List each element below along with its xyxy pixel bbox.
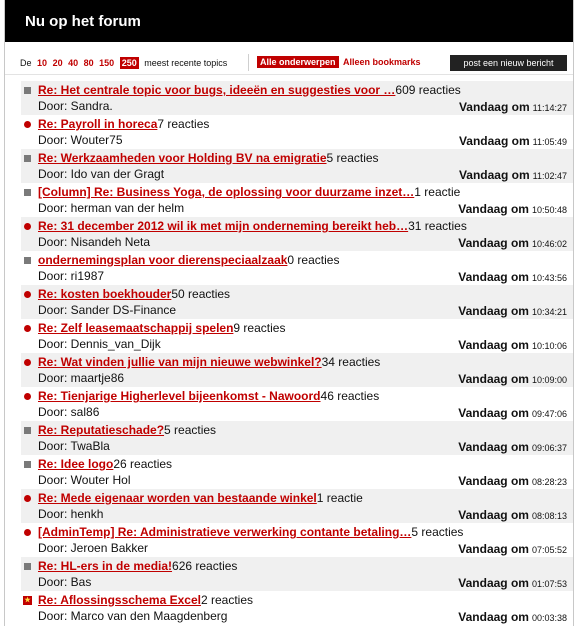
day-label: Vandaag om	[458, 236, 529, 250]
reply-count: 0 reacties	[287, 253, 340, 267]
day-label: Vandaag om	[458, 372, 529, 386]
topic-heading	[38, 525, 463, 539]
topic-list	[21, 81, 573, 625]
topic-timestamp	[458, 338, 567, 352]
topic-row	[21, 455, 573, 489]
topic-title-link[interactable]: Re: Tienjarige Higherlevel bijeenkomst - Nawoord	[38, 389, 321, 403]
topic-author: Door: herman van der helm	[38, 201, 185, 215]
reply-count: 609 reacties	[395, 83, 461, 97]
topic-heading	[38, 83, 461, 97]
time-value: 10:46:02	[531, 239, 567, 249]
topic-title-link[interactable]: Re: kosten boekhouder	[38, 287, 172, 301]
unread-dot-icon	[24, 495, 31, 502]
time-value: 01:07:53	[531, 579, 567, 589]
topic-row	[21, 81, 573, 115]
read-square-icon	[24, 427, 31, 434]
topic-heading	[38, 559, 237, 573]
topic-author: Door: Bas	[38, 575, 92, 589]
reply-count: 1 reactie	[414, 185, 461, 199]
topic-timestamp	[458, 406, 567, 420]
topic-timestamp	[458, 576, 567, 590]
topic-title-link[interactable]: Re: Werkzaamheden voor Holding BV na emigratie	[38, 151, 327, 165]
reply-count: 46 reacties	[320, 389, 380, 403]
reply-count: 5 reacties	[411, 525, 464, 539]
read-square-icon	[24, 87, 31, 94]
topic-title-link[interactable]: [Column] Re: Business Yoga, de oplossing voor duurzame inzet…	[38, 185, 415, 199]
widget-header	[5, 0, 573, 42]
topic-heading	[38, 355, 380, 369]
unread-dot-icon	[24, 529, 31, 536]
topic-row	[21, 421, 573, 455]
topic-row	[21, 489, 573, 523]
read-square-icon	[24, 155, 31, 162]
time-value: 11:14:27	[532, 103, 567, 113]
day-label: Vandaag om	[458, 474, 529, 488]
topic-title-link[interactable]: Re: Reputatieschade?	[38, 423, 165, 437]
topic-timestamp	[459, 134, 567, 148]
unread-dot-icon	[24, 223, 31, 230]
time-value: 10:34:21	[531, 307, 567, 317]
time-value: 09:47:06	[531, 409, 567, 419]
day-label: Vandaag om	[458, 576, 529, 590]
topic-author: Door: Sander DS-Finance	[38, 303, 177, 317]
count-option-150[interactable]: 150	[99, 58, 115, 68]
topic-row	[21, 251, 573, 285]
topic-row	[21, 387, 573, 421]
topic-heading	[38, 287, 230, 301]
topic-heading	[38, 491, 363, 505]
time-value: 08:08:13	[531, 511, 567, 521]
topic-heading	[38, 457, 172, 471]
time-value: 10:43:56	[531, 273, 567, 283]
day-label: Vandaag om	[458, 542, 529, 556]
topic-heading	[38, 423, 216, 437]
topic-author: Door: Ido van der Gragt	[38, 167, 165, 181]
day-label: Vandaag om	[458, 304, 529, 318]
forum-widget	[4, 0, 574, 626]
read-square-icon	[24, 563, 31, 570]
filter-bookmarks[interactable]: Alleen bookmarks	[343, 57, 421, 67]
topic-author: Door: TwaBla	[38, 439, 110, 453]
topic-timestamp	[459, 168, 567, 182]
topic-author: Door: Marco van den Maagdenberg	[38, 609, 228, 623]
reply-count: 26 reacties	[113, 457, 173, 471]
topic-row	[21, 149, 573, 183]
day-label: Vandaag om	[458, 270, 529, 284]
reply-count: 5 reacties	[164, 423, 217, 437]
reply-count: 50 reacties	[171, 287, 231, 301]
topic-row	[21, 115, 573, 149]
reply-count: 5 reacties	[326, 151, 379, 165]
topic-title-link[interactable]: Re: HL-ers in de media!	[38, 559, 173, 573]
topic-author: Door: ri1987	[38, 269, 105, 283]
day-label: Vandaag om	[458, 202, 529, 216]
topic-row	[21, 591, 573, 625]
topic-heading	[38, 151, 379, 165]
time-value: 00:03:38	[531, 613, 567, 623]
count-option-40[interactable]: 40	[68, 58, 79, 68]
reply-count: 7 reacties	[157, 117, 210, 131]
topic-heading	[38, 321, 285, 335]
topic-timestamp	[458, 542, 567, 556]
topic-title-link[interactable]: Re: 31 december 2012 wil ik met mijn onderneming bereikt heb…	[38, 219, 409, 233]
read-square-icon	[24, 461, 31, 468]
topic-title-link[interactable]: Re: Idee logo	[38, 457, 114, 471]
time-value: 10:10:06	[531, 341, 567, 351]
topic-heading	[38, 389, 379, 403]
topic-author: Door: Nisandeh Neta	[38, 235, 151, 249]
reply-count: 9 reacties	[233, 321, 286, 335]
unread-dot-icon	[24, 359, 31, 366]
day-label: Vandaag om	[458, 134, 530, 148]
topic-row	[21, 523, 573, 557]
day-label: Vandaag om	[458, 406, 529, 420]
count-option-10[interactable]: 10	[37, 58, 48, 68]
toolbar	[5, 42, 573, 75]
topic-row	[21, 557, 573, 591]
topic-author: Door: sal86	[38, 405, 100, 419]
topic-title-link[interactable]: Re: Payroll in horeca	[38, 117, 158, 131]
topic-heading	[38, 219, 467, 233]
count-option-20[interactable]: 20	[52, 58, 63, 68]
topic-timestamp	[458, 270, 567, 284]
topic-title-link[interactable]: ondernemingsplan voor dierenspeciaalzaak	[38, 253, 288, 267]
topic-heading	[38, 185, 460, 199]
topic-filter	[257, 57, 421, 67]
toolbar-divider	[248, 54, 249, 71]
topic-timestamp	[458, 440, 567, 454]
topic-timestamp	[458, 474, 567, 488]
topic-author: Door: maartje86	[38, 371, 125, 385]
topic-timestamp	[458, 202, 567, 216]
topic-heading	[38, 253, 339, 267]
time-value: 08:28:23	[531, 477, 567, 487]
topic-row	[21, 183, 573, 217]
read-square-icon	[24, 257, 31, 264]
topic-timestamp	[458, 610, 567, 624]
time-value: 10:09:00	[531, 375, 567, 385]
unread-dot-icon	[24, 291, 31, 298]
topic-title-link[interactable]: Re: Aflossingsschema Excel	[38, 593, 201, 607]
topic-timestamp	[459, 100, 567, 114]
count-option-250[interactable]: 250	[121, 58, 137, 68]
time-value: 11:02:47	[532, 171, 567, 181]
unread-dot-icon	[24, 325, 31, 332]
count-selector	[20, 57, 227, 69]
topic-row	[21, 353, 573, 387]
topic-heading	[38, 117, 209, 131]
day-label: Vandaag om	[458, 100, 530, 114]
unread-dot-icon	[24, 393, 31, 400]
topic-title-link[interactable]: Re: Het centrale topic voor bugs, ideeën en suggesties voor …	[38, 83, 396, 97]
topic-timestamp	[458, 372, 567, 386]
topic-author: Door: Jeroen Bakker	[38, 541, 149, 555]
topic-title-link[interactable]: Re: Mede eigenaar worden van bestaande winkel	[38, 491, 317, 505]
time-value: 07:05:52	[531, 545, 567, 555]
day-label: Vandaag om	[458, 338, 529, 352]
topic-title-link[interactable]: Re: Wat vinden jullie van mijn nieuwe webwinkel?	[38, 355, 322, 369]
reply-count: 626 reacties	[172, 559, 238, 573]
unread-dot-icon	[24, 121, 31, 128]
post-new-message-button[interactable]: post een nieuw bericht	[450, 55, 567, 71]
topic-timestamp	[458, 236, 567, 250]
day-label: Vandaag om	[458, 508, 529, 522]
count-prefix: De	[20, 58, 32, 68]
topic-author: Door: Wouter Hol	[38, 473, 131, 487]
new-topic-icon: ★	[24, 597, 31, 604]
topic-row	[21, 217, 573, 251]
day-label: Vandaag om	[458, 610, 529, 624]
count-suffix: meest recente topics	[144, 58, 228, 68]
topic-author: Door: Sandra.	[38, 99, 113, 113]
count-option-80[interactable]: 80	[83, 58, 94, 68]
reply-count: 31 reacties	[408, 219, 467, 233]
topic-author: Door: Wouter75	[38, 133, 123, 147]
topic-timestamp	[458, 508, 567, 522]
topic-title-link[interactable]: [AdminTemp] Re: Administratieve verwerking contante betaling…	[38, 525, 412, 539]
reply-count: 34 reacties	[321, 355, 381, 369]
topic-author: Door: Dennis_van_Dijk	[38, 337, 161, 351]
reply-count: 1 reactie	[316, 491, 363, 505]
topic-title-link[interactable]: Re: Zelf leasemaatschappij spelen	[38, 321, 234, 335]
topic-author: Door: henkh	[38, 507, 104, 521]
topic-row	[21, 319, 573, 353]
read-square-icon	[24, 189, 31, 196]
filter-all-topics[interactable]: Alle onderwerpen	[257, 56, 339, 68]
widget-title: Nu op het forum	[25, 13, 141, 30]
time-value: 10:50:48	[531, 205, 567, 215]
topic-timestamp	[458, 304, 567, 318]
time-value: 11:05:49	[532, 137, 567, 147]
topic-row	[21, 285, 573, 319]
day-label: Vandaag om	[458, 168, 530, 182]
time-value: 09:06:37	[531, 443, 567, 453]
reply-count: 2 reacties	[200, 593, 253, 607]
topic-heading	[38, 593, 253, 607]
day-label: Vandaag om	[458, 440, 529, 454]
